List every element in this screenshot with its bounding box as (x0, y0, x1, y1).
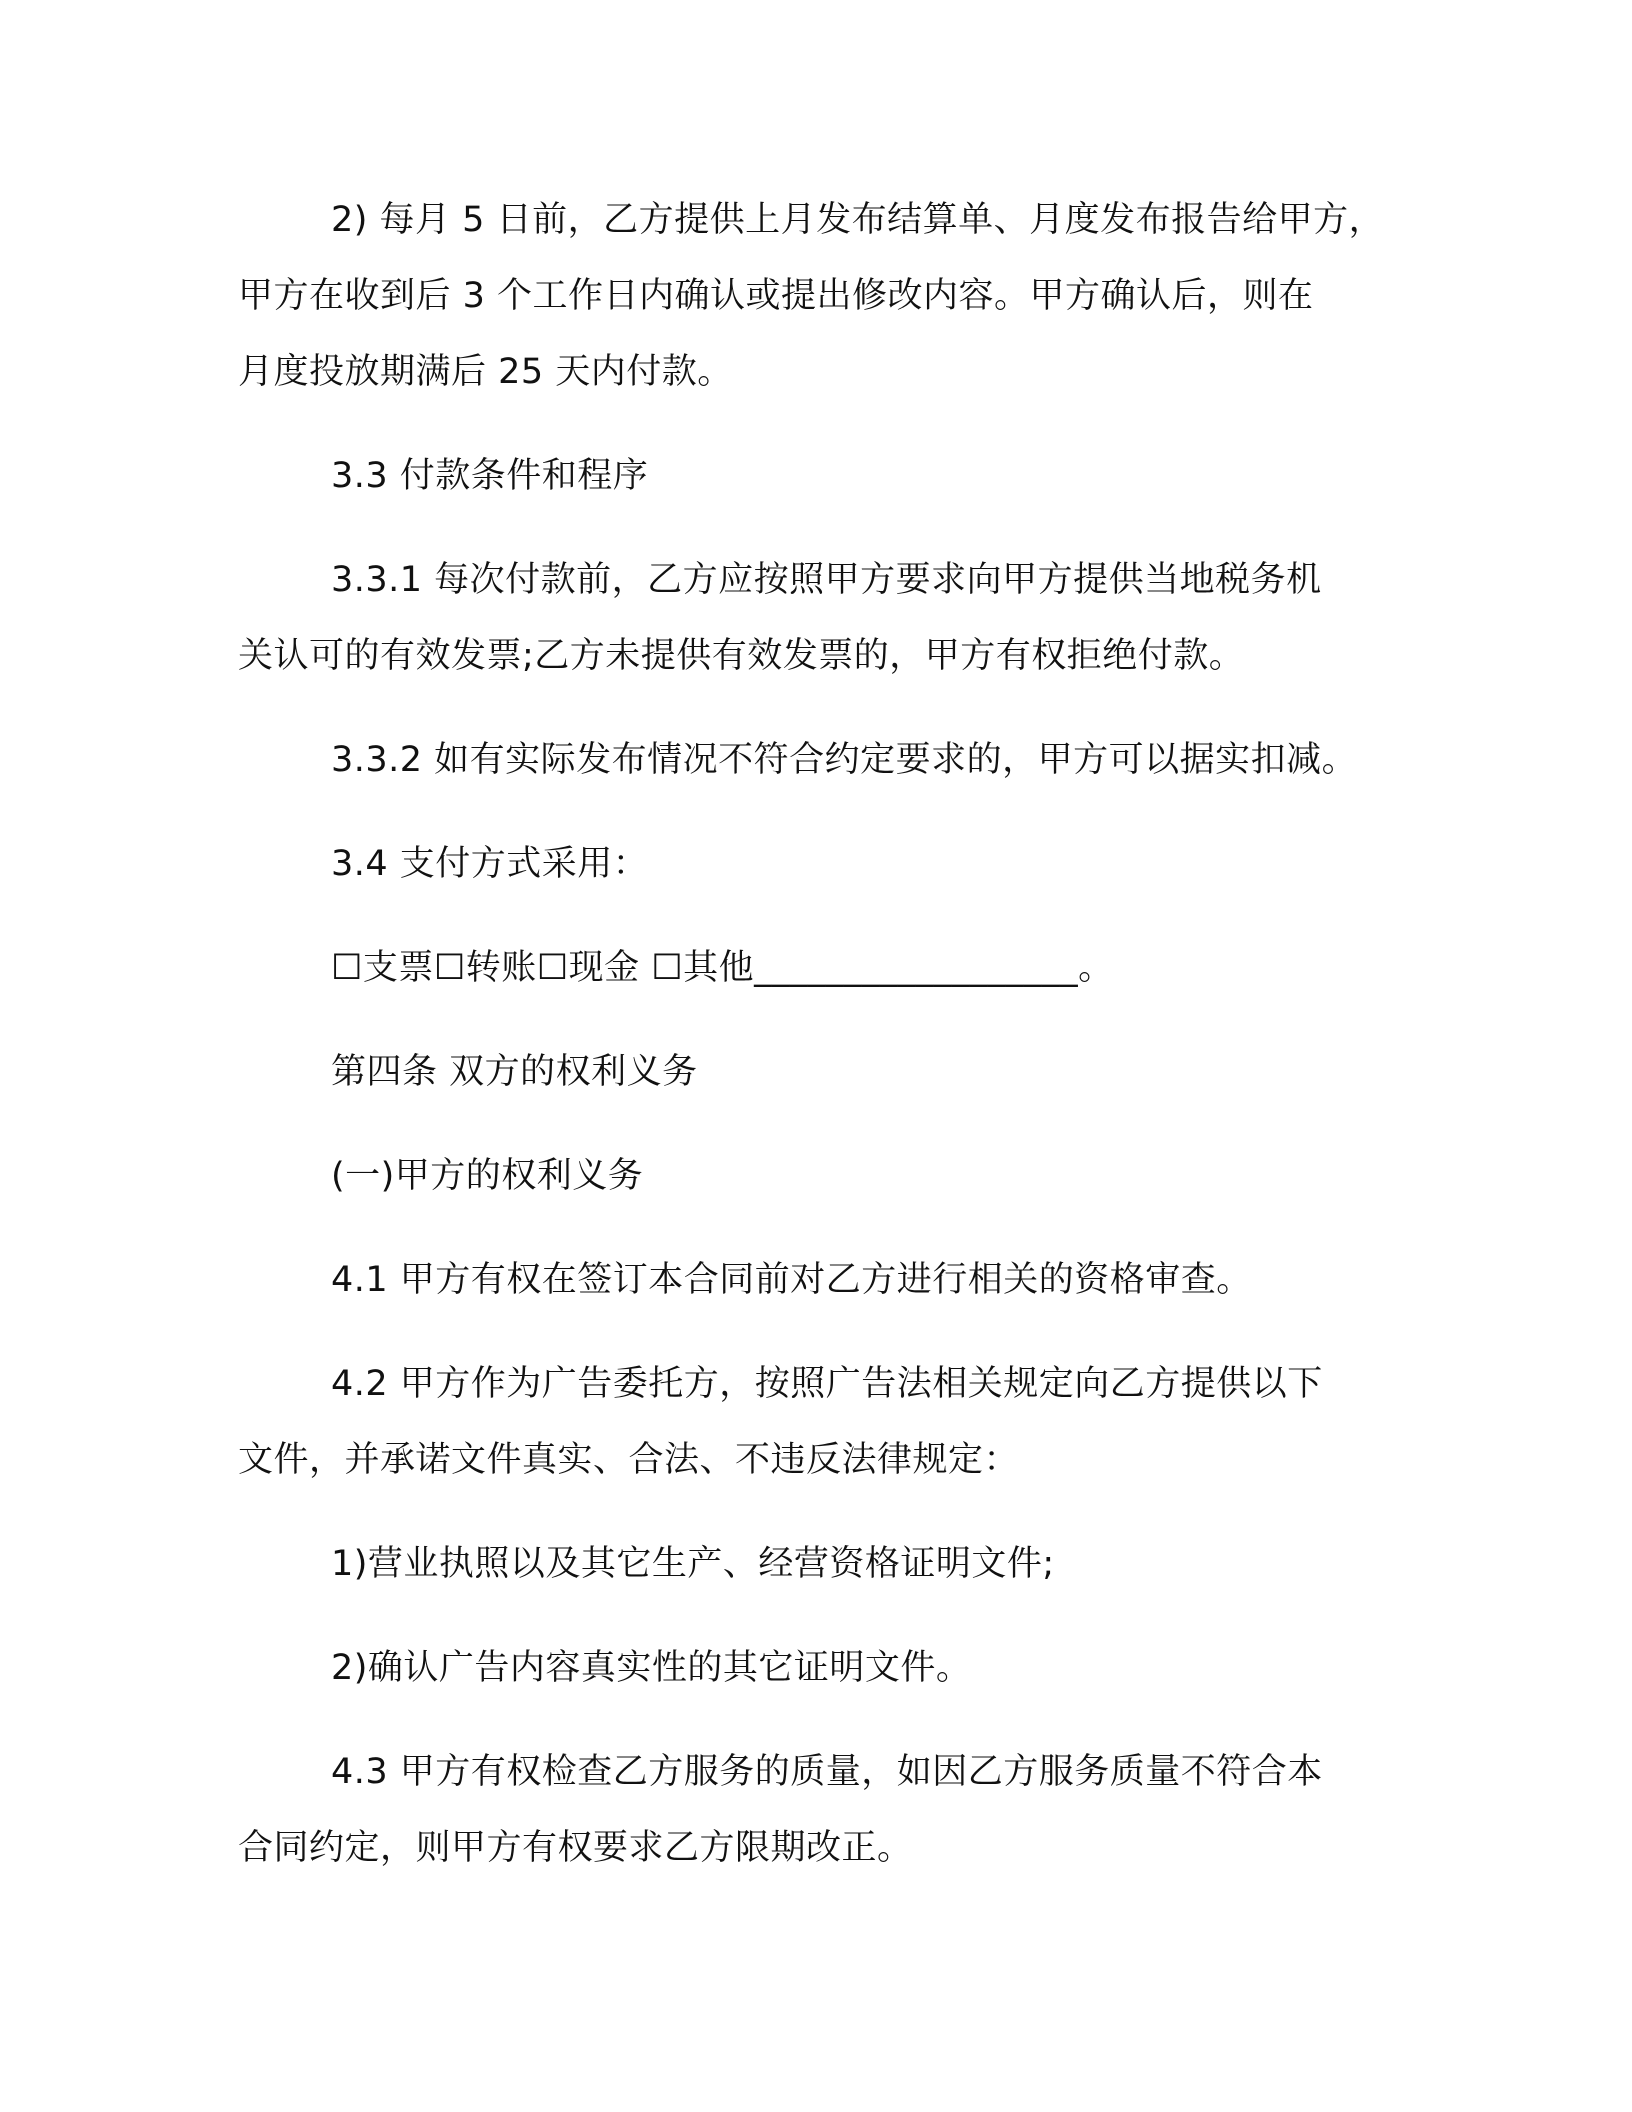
heading-3-4: 3.4 支付方式采用： (331, 844, 649, 884)
section-party-a-title: (一)甲方的权利义务 (331, 1156, 644, 1196)
para-2-settlement-line-2: 甲方在收到后 3 个工作日内确认或提出修改内容。甲方确认后，则在 (238, 276, 1314, 316)
clause-3-3-1-line-1: 3.3.1 每次付款前，乙方应按照甲方要求向甲方提供当地税务机 (331, 560, 1322, 600)
heading-3-3: 3.3 付款条件和程序 (331, 456, 649, 496)
clause-3-3-2: 3.3.2 如有实际发布情况不符合约定要求的，甲方可以据实扣减。 (331, 740, 1358, 780)
clause-3-3-1-line-2: 关认可的有效发票;乙方未提供有效发票的，甲方有权拒绝付款。 (238, 636, 1245, 676)
clause-4-3-line-1: 4.3 甲方有权检查乙方服务的质量，如因乙方服务质量不符合本 (331, 1752, 1323, 1792)
article-4-title: 第四条 双方的权利义务 (331, 1052, 698, 1092)
clause-4-2-item-2: 2)确认广告内容真实性的其它证明文件。 (331, 1648, 972, 1688)
clause-4-2-line-2: 文件，并承诺文件真实、合法、不违反法律规定： (238, 1440, 1020, 1480)
para-2-settlement-line-3: 月度投放期满后 25 天内付款。 (238, 352, 733, 392)
clause-4-2-item-1: 1)营业执照以及其它生产、经营资格证明文件; (331, 1544, 1055, 1584)
clause-4-3-line-2: 合同约定，则甲方有权要求乙方限期改正。 (238, 1828, 913, 1868)
clause-4-1: 4.1 甲方有权在签订本合同前对乙方进行相关的资格审查。 (331, 1260, 1252, 1300)
clause-4-2-line-1: 4.2 甲方作为广告委托方，按照广告法相关规定向乙方提供以下 (331, 1364, 1323, 1404)
payment-method-options: ☐支票☐转账☐现金 ☐其他__________________。 (331, 948, 1114, 988)
para-2-settlement-line-1: 2) 每月 5 日前，乙方提供上月发布结算单、月度发布报告给甲方， (331, 200, 1385, 240)
